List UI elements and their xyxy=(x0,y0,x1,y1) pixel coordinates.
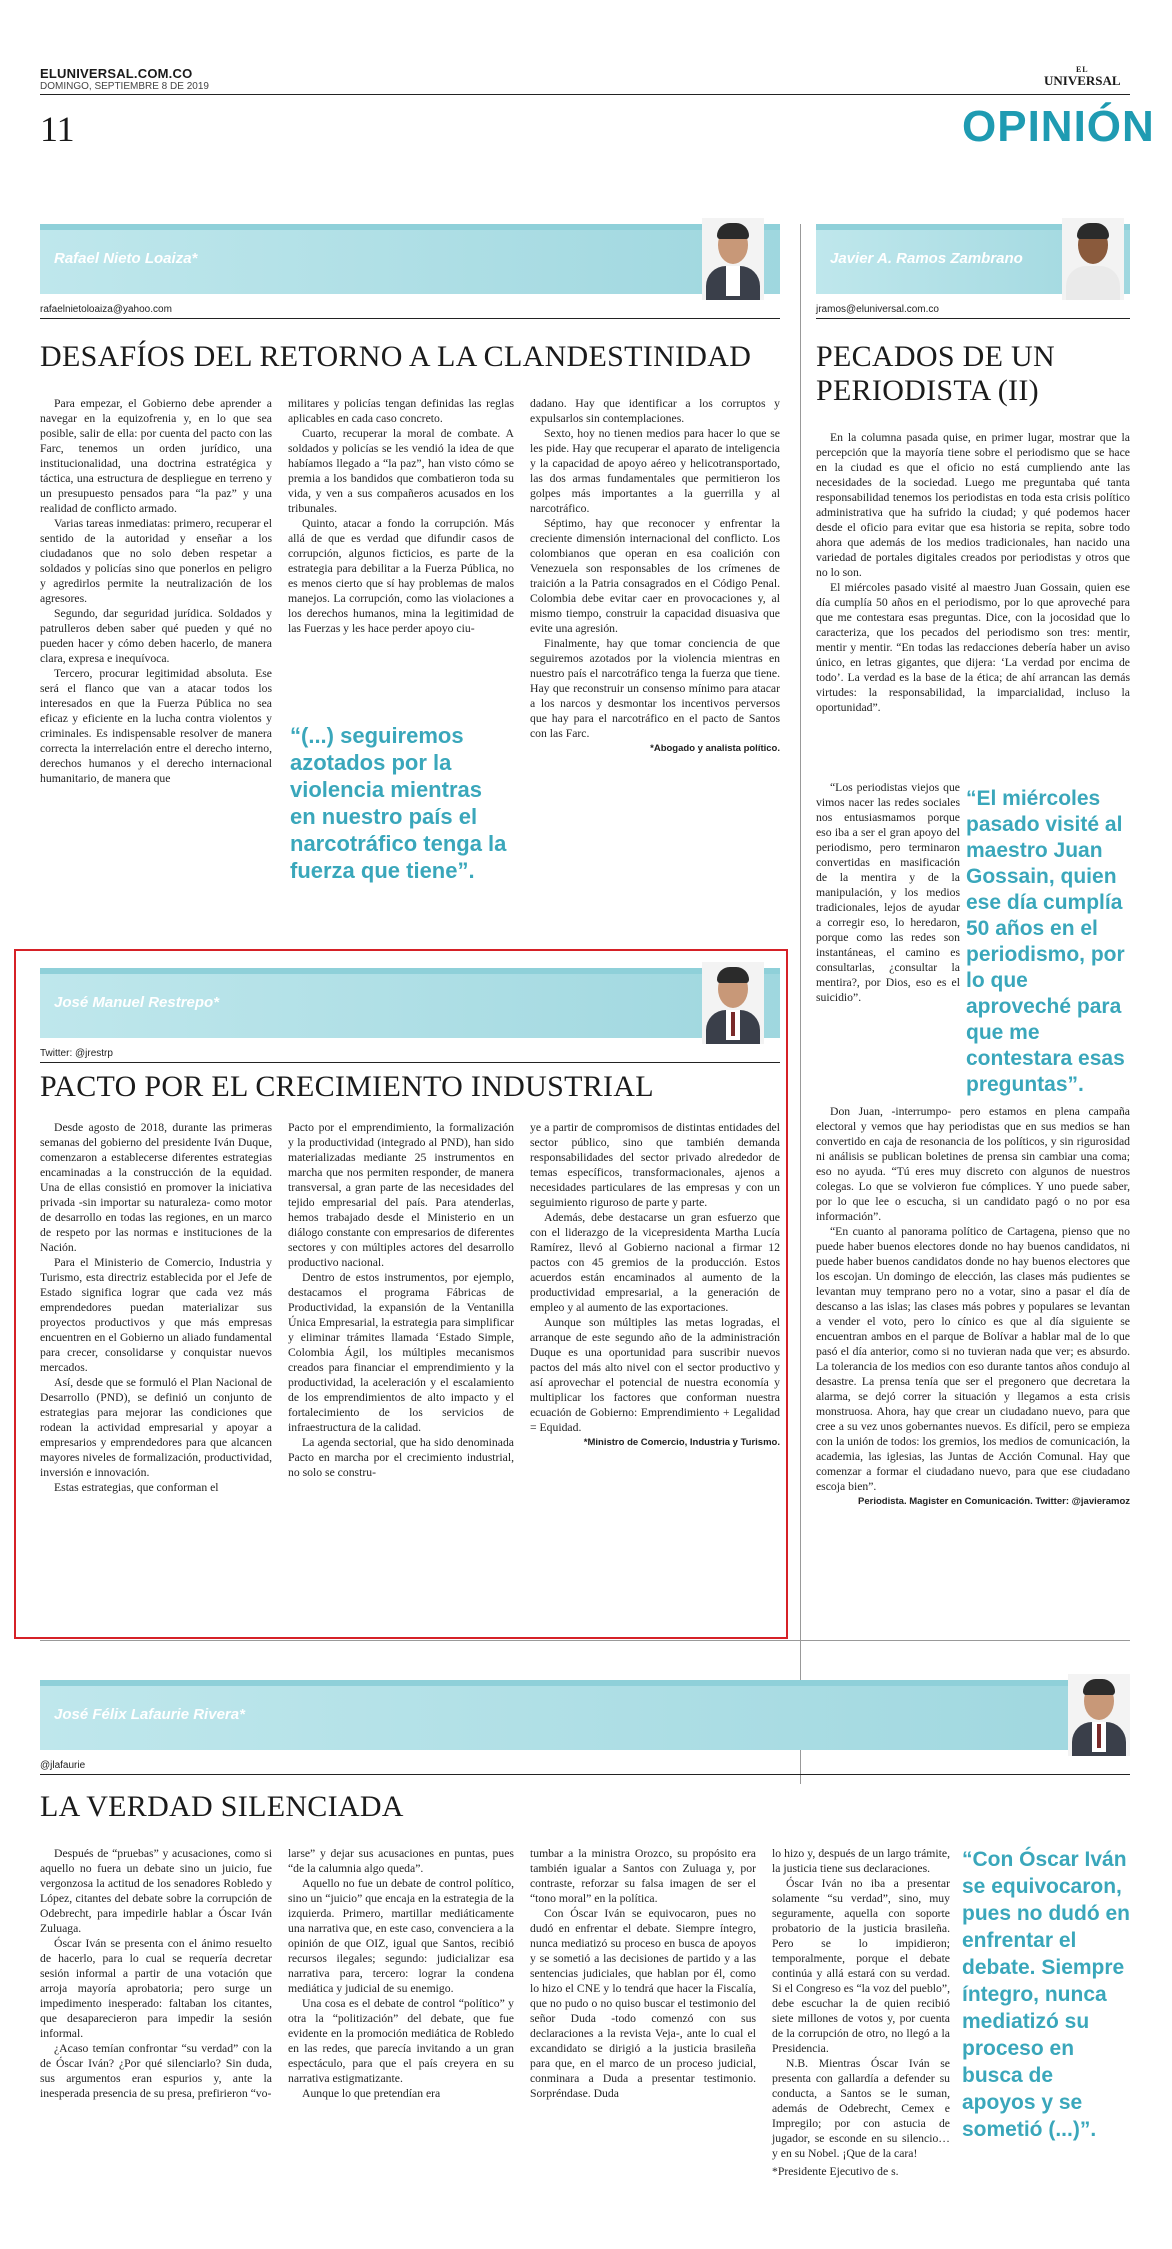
author-twitter[interactable]: Twitter: @jrestrp xyxy=(40,1048,113,1059)
paragraph: El miércoles pasado visité al maestro Juan Gossain, quien ese día cumplía 50 años en el periodismo, por lo que aproveché para que me contestara esas preguntas. Dice, con la jocosidad que lo caracteriza, que los pecados del periodismo son tres: mentir, mentir y mentir. “En todas las redacciones debería haber un aviso único, en letras gigantes, que dijera: ‘La verdad por encima de todo’. La verdad es la base de la ética; de ahí arrancan las demás virtudes: la responsabilidad, la imparcialidad, incluso la oportunidad”. xyxy=(816,581,1130,714)
paragraph: Con Óscar Iván se equivocaron, pues no dudó en enfrentar el debate. Siempre íntegro, nunca mediatizó su proceso en busca de apoyos y se sometió a las decisiones de partido y a las sentencias judiciales, que hablan por él, como lo hizo el CNE y lo tendrá que hacer la Fiscalía, que no pudo o no quiso buscar el testimonio del señor Duda -todo comenzó con sus declaraciones a la revista Veja-, ante lo cual el excandidato se dirigió a la justicia brasileña para que, en el marco de un proceso judicial, conminara a Duda a presentar testimonio. Sorpréndase. Duda xyxy=(530,1907,756,2100)
paragraph: Quinto, atacar a fondo la corrupción. Más allá de que es verdad que difundir casos de corrupción, algunos ficticios, es parte de la estrategia para debilitar a la Fuerza Pública, no es menos cierto que sí hay problemas de malos manejos. La corrupción, como las violaciones a los derechos humanos, mina la legitimidad de las Fuerzas y les hace perder apoyo ciu- xyxy=(288,517,514,635)
paragraph: N.B. Mientras Óscar Iván se presenta con gallardía a defender su conducta, a Santos se le suman, además de Odebrecht, Cemex e Impregilo; por con astucia de jugador, se esconde en su silencio… y en su Nobel. ¡Que de la cara! xyxy=(772,2057,950,2160)
paragraph: Dentro de estos instrumentos, por ejemplo, destacamos el programa Fábricas de Productividad, la expansión de la Ventanilla Única Empresarial, la estrategia para simplificar y eliminar trámites llamada ‘Estado Simple, Colombia Ágil, los múltiples mecanismos creados para financiar el emprendimiento y la productividad, la aceleración y el escalamiento de los emprendimientos de alto impacto y el fortalecimiento de los servicios de infraestructura de la calidad. xyxy=(288,1271,514,1434)
paragraph: En la columna pasada quise, en primer lugar, mostrar que la percepción que la mayoría tiene sobre el periodismo que se hace en la ciudad es que el oficio no está cumpliendo ante las necesidades de la sociedad. Luego me preguntaba qué tanta responsabilidad tenemos los periodistas en toda esta crisis político administrativa que ha sufrido la ciudad; y qué podemos hacer desde el oficio para evitar que esa historia se repita, sobre todo ahora que además de los medios tradicionales, han nacido una variedad de portales digitales creados por periodistas y otros que no lo son. xyxy=(816,431,1130,579)
article-column xyxy=(530,1120,780,1448)
paragraph: La agenda sectorial, que ha sido denominada Pacto en marcha por el crecimiento industrial, no solo se constru- xyxy=(288,1436,514,1479)
paragraph: Varias tareas inmediatas: primero, recuperar el sentido de la autoridad y enseñar a los ciudadanos que no solo deben respetar a soldados y policías sino que ponerlos en peligro y agredirlos permite la neutralización de los agresores. xyxy=(40,517,272,605)
paragraph: Para empezar, el Gobierno debe aprender a navegar en la equizofrenia y, en lo que sea posible, salir de ella: por cuenta del pacto con las Farc, tenemos un orden jurídico, una institucionalidad, una doctrina estratégica y táctica, una estructura de despliegue en terreno y un presupuesto pensados para “la paz” y una realidad de conflicto armado. xyxy=(40,397,272,515)
pull-quote: “Con Óscar Iván se equivocaron, pues no dudó en enfrentar el debate. Siempre íntegro, nunca mediatizó su proceso en busca de apoyos y se sometió (...)”. xyxy=(962,1848,1130,2141)
paragraph: Finalmente, hay que tomar conciencia de que seguiremos azotados por la violencia mientras en nuestro país el narcotráfico tenga la fuerza que tiene. Hay que reconstruir un consenso mínimo para atacar a los narcos y desmontar los incentivos perversos que hay para el narcotráfico en el pacto de Santos con las Farc. xyxy=(530,637,780,740)
paragraph: dadano. Hay que identificar a los corruptos y expulsarlos sin contemplaciones. xyxy=(530,397,780,425)
paragraph: Pacto por el emprendimiento, la formalización y la productividad (integrado al PND), han sido materializadas mediante 25 instrumentos en marcha que nos permiten responder, de manera transversal, a gran parte de las necesidades del tejido empresarial del país. Para atenderlas, hemos trabajado desde el Ministerio en un diálogo constante con empresarios de diferentes sectores y con múltiples actores del desarrollo productivo nacional. xyxy=(288,1121,514,1269)
paragraph: Séptimo, hay que reconocer y enfrentar la creciente dimensión internacional del conflicto. Los colombianos que operan en esa coalición con Venezuela son responsables de los crímenes de traición a la Patria consagrados en el Código Penal. Colombia debe evitar caer en provocaciones y, al mismo tiempo, construir la capacidad disuasiva que evite una agresión. xyxy=(530,517,780,635)
paragraph: Una cosa es el debate de control “político” y otra la “politización” del debate, que fue evidente en la promoción mediática de Robledo en las redes, que parecía invitando a un gran espectáculo, para que el país creyera en su narrativa estigmatizante. xyxy=(288,1997,514,2085)
article-column xyxy=(40,1120,272,1495)
paragraph: Después de “pruebas” y acusaciones, como si aquello no fuera un debate sino un juicio, fue vergonzosa la actitud de los senadores Robledo y López, citantes del debate sobre la corrupción de Odebrecht, para impedirle hablar a Óscar Iván Zuluaga. xyxy=(40,1847,272,1935)
author-photo xyxy=(702,218,764,300)
headline: PACTO POR EL CRECIMIENTO INDUSTRIAL xyxy=(40,1070,654,1103)
logo-top: EL xyxy=(1075,65,1089,74)
paragraph: militares y policías tengan definidas las reglas aplicables en cada caso concreto. xyxy=(288,397,514,425)
page-number: 11 xyxy=(40,109,75,149)
paragraph: tumbar a la ministra Orozco, su propósito era también igualar a Santos con Zuluaga y, por contraste, reforzar su falsa imagen de ser el “tono moral” en la política. xyxy=(530,1847,756,1905)
article-column xyxy=(530,1846,756,2101)
author-name[interactable]: Javier A. Ramos Zambrano xyxy=(830,250,1023,267)
paragraph: ¿Acaso temían confrontar “su verdad” con la de Óscar Iván? ¿Por qué silenciarlo? Sin duda, sus argumentos eran espurios y, ante la inesperada presencia de su presa, prefirieron “vo- xyxy=(40,2042,272,2100)
author-email[interactable]: rafaelnietoloaiza@yahoo.com xyxy=(40,304,172,315)
article-column xyxy=(288,396,514,636)
section-title: OPINIÓN xyxy=(962,102,1155,151)
author-signature: Periodista. Magister en Comunicación. Twitter: @javieramoz xyxy=(858,1496,1130,1507)
author-band-ramos xyxy=(816,224,1130,294)
paragraph: Óscar Iván se presenta con el ánimo resuelto de hacerlo, para lo cual se requería decretar sesión informal a partir de una votación que arroja mayoría aprobatoria; pero surge un impedimento inesperado: faltaban los citantes, que desaparecieron para impedir la sesión informal. xyxy=(40,1937,272,2040)
paragraph: Tercero, procurar legitimidad absoluta. Ese será el flanco que van a atacar todos los interesados en que la Fuerza Pública no sea eficaz y eficiente en la lucha contra violentos y criminales. Es indispensable resolver de manera correcta la interrelación entre el derecho interno, derechos humanos y el derecho internacional humanitario, de manera que xyxy=(40,667,272,785)
pull-quote: “El miércoles pasado visité al maestro Juan Gossain, quien ese día cumplía 50 años en el periodismo, por lo que aproveché para que me contestara esas preguntas”. xyxy=(966,787,1125,1096)
newspaper-logo xyxy=(1044,64,1121,86)
author-name[interactable]: José Manuel Restrepo* xyxy=(54,994,220,1011)
paragraph: Don Juan, -interrumpo- pero estamos en plena campaña electoral y vemos que hay periodistas que en sus medios se han convertido en caja de resonancia de los políticos, y sin rigurosidad ni análisis se publican boletines de prensa sin cambiar una coma; eso no ayuda. “Tú eres muy discreto con algunos de nuestros colegas. Lo que se volvieron fue cómplices. Y uno puede saber, por lo que lee o escucha, si un candidato pagó o no por esa información”. xyxy=(816,1105,1130,1223)
paragraph: Desde agosto de 2018, durante las primeras semanas del gobierno del presidente Iván Duque, comenzaron a establecerse diferentes estrategias encaminadas a la construcción de la equidad. Una de ellas consistió en promover la iniciativa privada -sin importar su naturaleza- como motor de desarrollo en todas las regiones, en un marco de respeto por las normas e instituciones de la Nación. xyxy=(40,1121,272,1254)
author-twitter[interactable]: @jlafaurie xyxy=(40,1760,86,1771)
column-divider xyxy=(800,224,801,1784)
author-band-lafaurie xyxy=(40,1680,1130,1750)
paragraph: Para el Ministerio de Comercio, Industria y Turismo, esta directriz establecida por el Jefe de Estado significa lograr que cada vez más emprendedores puedan materializar sus proyectos productivos y que más empresas encuentren en el Gobierno un aliado fundamental para crecer, consolidarse y conquistar nuevos mercados. xyxy=(40,1256,272,1374)
article-column xyxy=(288,1846,514,2101)
article-column xyxy=(816,780,960,1005)
article-column xyxy=(288,1120,514,1480)
paragraph: “Los periodistas viejos que vimos nacer las redes sociales nos entusiasmamos porque eso iba a ser el gran apoyo del periodismo, pero terminaron convertidas en masificación de la mentira y de la manipulación, y los medios tradicionales, lejos de ayudar a corregir eso, lo heredaron, porque como las redes son instantáneas, el camino es consultarlas, ¿consultar la mentira?, por Dios, eso es el suicidio”. xyxy=(816,781,960,1004)
article-column xyxy=(816,430,1130,715)
paragraph: lo hizo y, después de un largo trámite, la justicia tiene sus declaraciones. xyxy=(772,1847,950,1875)
paragraph: Sexto, hoy no tienen medios para hacer lo que se les pide. Hay que recuperar el aparato de inteligencia y la capacidad de apoyo aéreo y helicotransportado, las dos armas fundamentales que permitieron los golpes más importantes a la guerrilla y al narcotráfico. xyxy=(530,427,780,515)
divider xyxy=(40,1774,1130,1775)
paragraph: Aunque son múltiples las metas logradas, el arranque de este segundo año de la administración Duque es una oportunidad para suscribir nuevos pactos del más alto nivel con el sector productivo y así aprovechar el potencial de nuestra economía y multiplicar los factores que conforman nuestra ecuación de Gobierno: Emprendimiento + Legalidad = Equidad. xyxy=(530,1316,780,1434)
paragraph: Segundo, dar seguridad jurídica. Soldados y patrulleros deben saber qué pueden y qué no pueden hacer y cómo deben hacerlo, de manera clara, expresa e inequívoca. xyxy=(40,607,272,665)
paragraph: Aunque lo que pretendían era xyxy=(302,2087,441,2100)
paragraph: Así, desde que se formuló el Plan Nacional de Desarrollo (PND), se definió un conjunto de estrategias para mejorar las condiciones que rodean la actividad empresarial y apoyar a empresarios y emprendedores para que alcancen mayores niveles de formalización, productividad, inversión e innovación. xyxy=(40,1376,272,1479)
author-photo xyxy=(1068,1674,1130,1756)
author-photo xyxy=(702,962,764,1044)
paragraph: larse” y dejar sus acusaciones en puntas, pues “de la calumnia algo queda”. xyxy=(288,1847,514,1875)
paragraph: Cuarto, recuperar la moral de combate. A soldados y policías se les vendió la idea de que habíamos llegado a “la paz”, han visto cómo se premia a los bandidos que combatieron toda su vida, y ven a sus compañeros acusados en los tribunales. xyxy=(288,427,514,515)
author-name[interactable]: José Félix Lafaurie Rivera* xyxy=(54,1706,245,1723)
site-name[interactable]: ELUNIVERSAL.COM.CO xyxy=(40,66,193,81)
pull-quote: “(...) seguiremos azotados por la violencia mientras en nuestro país el narcotráfico tenga la fuerza que tiene”. xyxy=(290,723,507,883)
logo-bottom: UNIVERSAL xyxy=(1044,73,1121,88)
author-band-nieto xyxy=(40,224,780,294)
article-column xyxy=(816,1104,1130,1507)
article-column xyxy=(40,1846,272,2101)
divider xyxy=(40,1062,780,1063)
masthead-rule xyxy=(40,94,1130,95)
paragraph: Además, debe destacarse un gran esfuerzo que con el liderazgo de la vicepresidenta Martha Lucía Ramírez, llevó al Gobierno nacional a firmar 12 pactos con 45 gremios de la producción. Estos acuerdos están encaminados al aumento de la productividad empresarial, a la generación de empleo y al aumento de las exportaciones. xyxy=(530,1211,780,1314)
author-signature: *Presidente Ejecutivo de s. xyxy=(772,2165,899,2178)
article-column xyxy=(772,1846,950,2178)
paragraph: ye a partir de compromisos de distintas entidades del sector público, sino que también demanda responsabilidades del sector privado alrededor de temas específicos, transformacionales, ajenos a necesidades particulares de las empresas y con un seguimiento riguroso de parte y parte. xyxy=(530,1121,780,1209)
article-column xyxy=(530,396,780,754)
divider xyxy=(40,318,780,319)
author-name[interactable]: Rafael Nieto Loaiza* xyxy=(54,250,198,267)
author-photo xyxy=(1062,218,1124,300)
author-signature: *Abogado y analista político. xyxy=(650,743,780,754)
edition-date: DOMINGO, SEPTIEMBRE 8 DE 2019 xyxy=(40,81,209,92)
author-signature: *Ministro de Comercio, Industria y Turismo. xyxy=(583,1437,780,1448)
section-divider xyxy=(40,1640,1130,1641)
paragraph: Óscar Iván no iba a presentar solamente “su verdad”, sino, muy seguramente, aquella con soporte probatorio de la justicia brasileña. Pero se lo impidieron; temporalmente, porque el debate continúa y allá estará con su verdad. Si el Congreso es “la voz del pueblo”, debe escuchar la de quien recibió siete millones de votos y, por cuenta de la corrupción de otro, no llegó a la Presidencia. xyxy=(772,1877,950,2055)
headline: DESAFÍOS DEL RETORNO A LA CLANDESTINIDAD xyxy=(40,340,752,373)
divider xyxy=(816,318,1130,319)
paragraph: Aquello no fue un debate de control político, sino un “juicio” que encaja en la estrategia de la izquierda. Primero, martillar mediáticamente una narrativa que, en este caso, convenciera a la opinión de que OIZ, igual que Santos, recibió recursos ilegales; segundo: judicializar esa narrativa para, tercero: lograr la condena mediática y judicial de su enemigo. xyxy=(288,1877,514,1995)
author-band-restrepo xyxy=(40,968,780,1038)
headline: PECADOS DE UN PERIODISTA (II) xyxy=(816,340,1055,407)
author-email[interactable]: jramos@eluniversal.com.co xyxy=(816,304,939,315)
paragraph: Estas estrategias, que conforman el xyxy=(54,1481,219,1494)
headline: LA VERDAD SILENCIADA xyxy=(40,1790,404,1823)
paragraph: “En cuanto al panorama político de Cartagena, pienso que no puede haber buenos electores donde no hay buenos candidatos, ni puede haber buenos candidatos donde no hay buenos electores que los escojan. Un domingo de elección, las clases más pudientes se levantan muy temprano pero no a votar, sino a pasar el día de descanso a las islas; las clases más pobres y populares se levantan a vender el voto, pero lo cínico es que al día siguiente se encuentran ambos en el parque de Bolívar a hablar mal de lo que pasó el día anterior, como si no tuvieran nada que ver; es absurdo. La tolerancia de los medios con eso durante tantos años condujo al desastre. La prensa tenía que ser el pregonero que decretara la alarma, se dejó correr la situación y llegamos a esta crisis monstruosa. Ahora, hay que crear un ciudadano nuevo, para que cree a su vez unos gobernantes nuevos. Es difícil, pero se empieza con la unión de todos: los gremios, los medios de comunicación, la academia, las iglesias, las Juntas de Acción Comunal. Hay que comenzar a formar el ciudadano nuevo, para que ese ciudadano escoja bien”. xyxy=(816,1225,1130,1493)
article-column xyxy=(40,396,272,786)
